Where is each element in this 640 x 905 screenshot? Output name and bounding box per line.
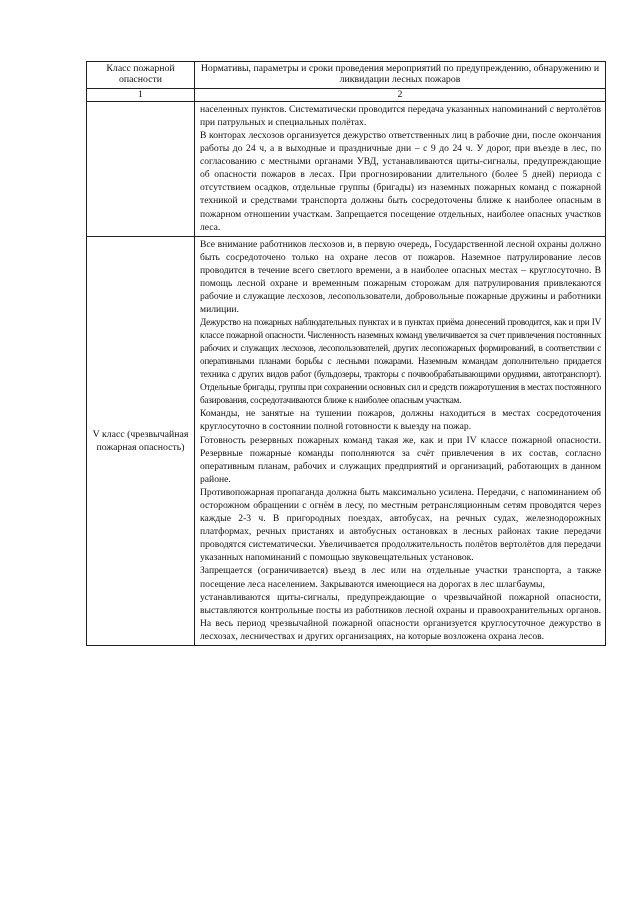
column-number-row [87, 88, 606, 101]
table-row [87, 101, 606, 236]
measures-cell [195, 101, 606, 236]
paragraph: населенных пунктов. Систематически проводится передача указанных напоминаний с вертолётов при патрульных и специальных полётах. [200, 103, 601, 128]
paragraph: Запрещается (ограничивается) въезд в лес или на отдельные участки транспорта, а также посещение леса населением. Закрываются имеющиеся на дорогах в лес шлагбаумы, [200, 565, 601, 590]
fire-danger-table [86, 61, 606, 646]
class-cell-empty [87, 101, 195, 236]
column-number-1: 1 [87, 88, 195, 101]
header-class: Класс пожарной опасности [87, 62, 195, 89]
paragraph: Готовность резервных пожарных команд такая же, как и при IV классе пожарной опасности. Резервные пожарные команды пополняются за счёт привлечения в их состав, согласно оперативным планам, рабочих и служащих предприятий и организаций, работающих в данном районе. [200, 434, 601, 485]
table-row [87, 236, 606, 645]
paragraph: В конторах лесхозов организуется дежурство ответственных лиц в рабочие дни, после окончания работы до 24 ч, а в выходные и праздничные дни – с 9 до 24 ч. У дорог, при въезде в лес, по согласованию с местными органами УВД, устанавливаются щиты-сигналы, предупреждающие об опасности пожаров в лесах. При прогнозировании длительного (более 5 дней) периода с отсутствием осадков, отдельные группы (бригады) из наземных пожарных команд с пожарной техникой и средствами транспорта должны быть сосредоточены ближе к наиболее опасным в пожарном отношении участкам. Запрещается посещение отдельных, наиболее опасных участков леса. [200, 130, 601, 233]
table-header-row [87, 62, 606, 89]
paragraph: Команды, не занятые на тушении пожаров, должны находиться в местах сосредоточения круглосуточно в состоянии полной готовности к выезду на пожар. [200, 408, 601, 433]
paragraph: устанавливаются щиты-сигналы, предупреждающие о чрезвычайной пожарной опасности, выставляются контрольные посты из работников лесной охраны и правоохранительных органов. На весь период чрезвычайной пожарной опасности организуется круглосуточное дежурство в лесхозах, лесничествах и других организациях, на которые возложена охрана лесов. [200, 591, 601, 642]
measures-cell [195, 236, 606, 645]
header-measures: Нормативы, параметры и сроки проведения мероприятий по предупреждению, обнаружению и ликвидации лесных пожаров [195, 62, 606, 89]
paragraph: Дежурство на пожарных наблюдательных пунктах и в пунктах приёма донесений проводится, как и при IV классе пожарной опасности. Численность наземных команд увеличивается за счет привлечения постоянных рабочих и служащих лесхозов, лесопользователей, других лесопожарных формирований, в соответствии с оперативными планами борьбы с лесными пожарами. Наземным командам дополнительно придается техника с других видов работ (бульдозеры, тракторы с почвообрабатывающими орудиями, автотранспорт). Отдельные бригады, группы при сохранении основных сил и средств пожаротушения в местах постоянного базирования, сосредотачиваются ближе к наиболее опасным участкам. [200, 317, 601, 406]
class-cell-v: V класс (чрезвычайная пожарная опасность) [87, 236, 195, 645]
paragraph: Все внимание работников лесхозов и, в первую очередь, Государственной лесной охраны должно быть сосредоточено только на охране лесов от пожаров. Наземное патрулирование лесов проводится в течение всего светлого времени, а в наиболее опасных местах – круглосуточно. В помощь лесной охране и временным пожарным сторожам для патрулирования привлекаются рабочие и служащие лесхозов, лесопользователи, добровольные пожарные дружины и работники милиции. [200, 238, 601, 316]
paragraph: Противопожарная пропаганда должна быть максимально усилена. Передачи, с напоминанием об осторожном обращении с огнём в лесу, по местным ретрансляционным сетям проводятся через каждые 2-3 ч. В пригородных поездах, автобусах, на речных судах, железнодорожных платформах, речных пристанях и автобусных остановках в лесных районах такие передачи проводятся систематически. Увеличивается продолжительность полётов вертолётов для передачи указанных напоминаний с помощью звуковещательных установок. [200, 486, 601, 564]
column-number-2: 2 [195, 88, 606, 101]
